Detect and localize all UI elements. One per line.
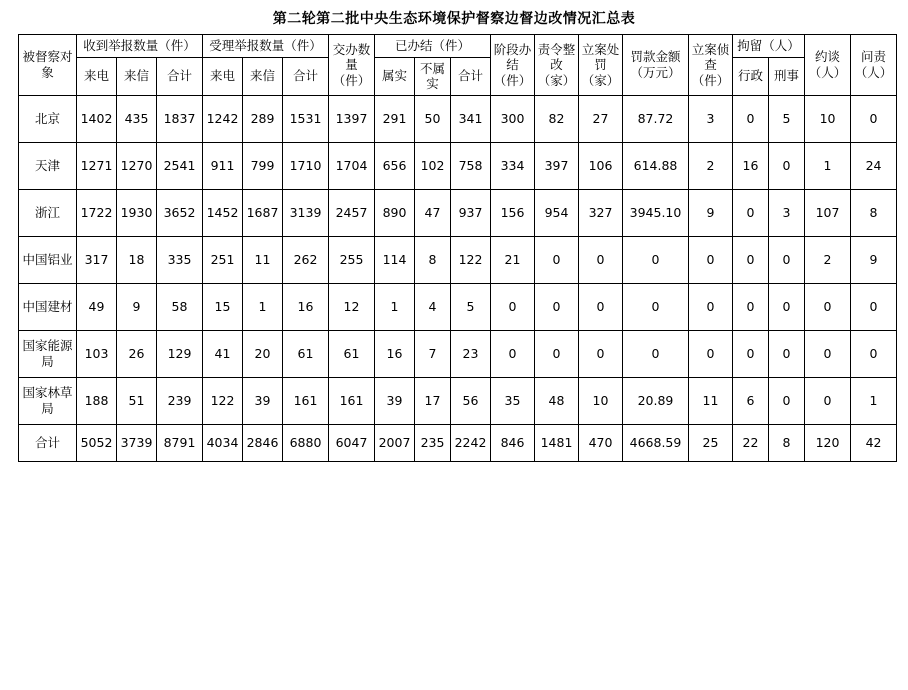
row-region: 国家能源局: [19, 330, 77, 377]
cell-detention-criminal: 0: [769, 330, 805, 377]
cell-accepted-total: 16: [283, 283, 329, 330]
cell-assigned: 6047: [329, 424, 375, 461]
cell-accountability: 9: [851, 236, 897, 283]
table-row: [19, 95, 897, 142]
cell-accepted-letter: 799: [243, 142, 283, 189]
cell-received-total: 8791: [157, 424, 203, 461]
header-group-stage-completed: 阶段办结（件）: [491, 35, 535, 96]
row-region: 中国建材: [19, 283, 77, 330]
summary-table: [18, 34, 897, 462]
cell-completed-false: 102: [415, 142, 451, 189]
cell-received-phone: 317: [77, 236, 117, 283]
cell-accepted-letter: 1687: [243, 189, 283, 236]
cell-completed-total: 937: [451, 189, 491, 236]
cell-stage-completed: 156: [491, 189, 535, 236]
row-region: 国家林草局: [19, 377, 77, 424]
cell-interview: 107: [805, 189, 851, 236]
cell-stage-completed: 0: [491, 330, 535, 377]
cell-accountability: 42: [851, 424, 897, 461]
cell-interview: 120: [805, 424, 851, 461]
row-region: 中国铝业: [19, 236, 77, 283]
cell-fine-amount: 20.89: [623, 377, 689, 424]
cell-detention-administrative: 0: [733, 330, 769, 377]
table-row-total: [19, 424, 897, 461]
header-group-case-penalty: 立案处罚（家）: [579, 35, 623, 96]
cell-fine-amount: 3945.10: [623, 189, 689, 236]
cell-fine-amount: 0: [623, 236, 689, 283]
cell-investigation: 3: [689, 95, 733, 142]
cell-stage-completed: 21: [491, 236, 535, 283]
cell-completed-total: 341: [451, 95, 491, 142]
cell-received-total: 3652: [157, 189, 203, 236]
cell-detention-administrative: 22: [733, 424, 769, 461]
cell-investigation: 0: [689, 283, 733, 330]
cell-accepted-total: 6880: [283, 424, 329, 461]
cell-detention-administrative: 0: [733, 283, 769, 330]
cell-case-penalty: 0: [579, 283, 623, 330]
cell-completed-true: 291: [375, 95, 415, 142]
cell-interview: 10: [805, 95, 851, 142]
cell-received-total: 2541: [157, 142, 203, 189]
cell-received-total: 129: [157, 330, 203, 377]
cell-interview: 0: [805, 330, 851, 377]
header-received-total: 合计: [157, 57, 203, 95]
cell-received-total: 335: [157, 236, 203, 283]
cell-accountability: 0: [851, 95, 897, 142]
header-received-phone: 来电: [77, 57, 117, 95]
cell-stage-completed: 35: [491, 377, 535, 424]
cell-completed-true: 1: [375, 283, 415, 330]
cell-stage-completed: 846: [491, 424, 535, 461]
cell-case-penalty: 327: [579, 189, 623, 236]
cell-received-phone: 49: [77, 283, 117, 330]
table-row: [19, 236, 897, 283]
cell-received-letter: 18: [117, 236, 157, 283]
cell-received-phone: 103: [77, 330, 117, 377]
cell-accepted-letter: 2846: [243, 424, 283, 461]
cell-stage-completed: 0: [491, 283, 535, 330]
cell-investigation: 2: [689, 142, 733, 189]
cell-ordered-rectify: 0: [535, 330, 579, 377]
cell-detention-administrative: 0: [733, 95, 769, 142]
page-title: 第二轮第二批中央生态环境保护督察边督边改情况汇总表: [272, 11, 636, 27]
cell-stage-completed: 300: [491, 95, 535, 142]
cell-accountability: 24: [851, 142, 897, 189]
cell-received-letter: 26: [117, 330, 157, 377]
cell-ordered-rectify: 954: [535, 189, 579, 236]
cell-received-total: 58: [157, 283, 203, 330]
cell-case-penalty: 0: [579, 236, 623, 283]
cell-completed-total: 122: [451, 236, 491, 283]
cell-accountability: 0: [851, 283, 897, 330]
cell-detention-criminal: 0: [769, 142, 805, 189]
cell-investigation: 0: [689, 330, 733, 377]
cell-fine-amount: 0: [623, 330, 689, 377]
cell-accepted-letter: 39: [243, 377, 283, 424]
table-row: [19, 283, 897, 330]
cell-accepted-total: 161: [283, 377, 329, 424]
cell-accepted-letter: 289: [243, 95, 283, 142]
cell-accepted-phone: 911: [203, 142, 243, 189]
cell-interview: 2: [805, 236, 851, 283]
table-container: [0, 34, 908, 462]
cell-completed-true: 2007: [375, 424, 415, 461]
cell-ordered-rectify: 0: [535, 283, 579, 330]
cell-detention-administrative: 16: [733, 142, 769, 189]
cell-accepted-phone: 122: [203, 377, 243, 424]
cell-case-penalty: 470: [579, 424, 623, 461]
cell-stage-completed: 334: [491, 142, 535, 189]
cell-detention-administrative: 0: [733, 236, 769, 283]
cell-received-letter: 9: [117, 283, 157, 330]
cell-ordered-rectify: 397: [535, 142, 579, 189]
cell-case-penalty: 27: [579, 95, 623, 142]
cell-accepted-letter: 20: [243, 330, 283, 377]
cell-case-penalty: 10: [579, 377, 623, 424]
cell-assigned: 1704: [329, 142, 375, 189]
cell-accountability: 8: [851, 189, 897, 236]
cell-received-total: 239: [157, 377, 203, 424]
cell-detention-criminal: 0: [769, 377, 805, 424]
cell-accepted-phone: 251: [203, 236, 243, 283]
cell-completed-total: 2242: [451, 424, 491, 461]
cell-accepted-phone: 15: [203, 283, 243, 330]
cell-ordered-rectify: 0: [535, 236, 579, 283]
header-group-detention: 拘留（人）: [733, 35, 805, 58]
cell-investigation: 25: [689, 424, 733, 461]
cell-accepted-phone: 1242: [203, 95, 243, 142]
cell-received-phone: 188: [77, 377, 117, 424]
cell-accepted-total: 61: [283, 330, 329, 377]
cell-completed-total: 23: [451, 330, 491, 377]
cell-completed-total: 758: [451, 142, 491, 189]
header-accepted-letter: 来信: [243, 57, 283, 95]
header-detention-criminal: 刑事: [769, 57, 805, 95]
cell-detention-criminal: 3: [769, 189, 805, 236]
cell-completed-false: 17: [415, 377, 451, 424]
cell-received-letter: 3739: [117, 424, 157, 461]
table-row: [19, 377, 897, 424]
header-region: 被督察对象: [19, 35, 77, 96]
table-body: [19, 95, 897, 461]
cell-accepted-letter: 11: [243, 236, 283, 283]
cell-received-letter: 1270: [117, 142, 157, 189]
cell-ordered-rectify: 1481: [535, 424, 579, 461]
header-group-fine-amount: 罚款金额（万元）: [623, 35, 689, 96]
cell-accepted-total: 1531: [283, 95, 329, 142]
header-row-1: [19, 35, 897, 58]
cell-accepted-phone: 41: [203, 330, 243, 377]
cell-interview: 0: [805, 377, 851, 424]
cell-completed-total: 56: [451, 377, 491, 424]
cell-completed-true: 114: [375, 236, 415, 283]
header-accepted-total: 合计: [283, 57, 329, 95]
row-region: 北京: [19, 95, 77, 142]
header-completed-false: 不属实: [415, 57, 451, 95]
header-completed-true: 属实: [375, 57, 415, 95]
header-received-letter: 来信: [117, 57, 157, 95]
cell-received-letter: 435: [117, 95, 157, 142]
cell-accepted-total: 1710: [283, 142, 329, 189]
cell-investigation: 9: [689, 189, 733, 236]
cell-received-phone: 1722: [77, 189, 117, 236]
cell-detention-criminal: 8: [769, 424, 805, 461]
cell-completed-false: 7: [415, 330, 451, 377]
cell-investigation: 0: [689, 236, 733, 283]
header-group-interview: 约谈（人）: [805, 35, 851, 96]
cell-interview: 1: [805, 142, 851, 189]
cell-assigned: 161: [329, 377, 375, 424]
cell-received-phone: 1402: [77, 95, 117, 142]
header-group-accepted: 受理举报数量（件）: [203, 35, 329, 58]
cell-case-penalty: 0: [579, 330, 623, 377]
header-completed-total: 合计: [451, 57, 491, 95]
cell-received-letter: 1930: [117, 189, 157, 236]
cell-accepted-total: 3139: [283, 189, 329, 236]
header-group-assigned: 交办数量（件）: [329, 35, 375, 96]
cell-accountability: 0: [851, 330, 897, 377]
header-group-completed: 已办结（件）: [375, 35, 491, 58]
cell-detention-criminal: 0: [769, 236, 805, 283]
header-group-received: 收到举报数量（件）: [77, 35, 203, 58]
cell-completed-false: 235: [415, 424, 451, 461]
table-row: [19, 330, 897, 377]
cell-accountability: 1: [851, 377, 897, 424]
cell-completed-true: 16: [375, 330, 415, 377]
cell-received-total: 1837: [157, 95, 203, 142]
cell-assigned: 61: [329, 330, 375, 377]
cell-investigation: 11: [689, 377, 733, 424]
row-region: 浙江: [19, 189, 77, 236]
table-row: [19, 189, 897, 236]
cell-detention-criminal: 0: [769, 283, 805, 330]
cell-completed-true: 39: [375, 377, 415, 424]
cell-fine-amount: 4668.59: [623, 424, 689, 461]
cell-completed-false: 4: [415, 283, 451, 330]
cell-completed-false: 50: [415, 95, 451, 142]
cell-ordered-rectify: 48: [535, 377, 579, 424]
cell-assigned: 12: [329, 283, 375, 330]
cell-assigned: 2457: [329, 189, 375, 236]
cell-detention-administrative: 6: [733, 377, 769, 424]
header-group-accountability: 问责（人）: [851, 35, 897, 96]
header-row-2: [19, 57, 897, 95]
cell-accepted-phone: 1452: [203, 189, 243, 236]
cell-detention-criminal: 5: [769, 95, 805, 142]
cell-fine-amount: 0: [623, 283, 689, 330]
cell-case-penalty: 106: [579, 142, 623, 189]
cell-interview: 0: [805, 283, 851, 330]
cell-accepted-letter: 1: [243, 283, 283, 330]
table-header: [19, 35, 897, 96]
cell-accepted-phone: 4034: [203, 424, 243, 461]
cell-detention-administrative: 0: [733, 189, 769, 236]
header-detention-administrative: 行政: [733, 57, 769, 95]
cell-ordered-rectify: 82: [535, 95, 579, 142]
cell-completed-false: 8: [415, 236, 451, 283]
row-region: 合计: [19, 424, 77, 461]
cell-received-phone: 1271: [77, 142, 117, 189]
row-region: 天津: [19, 142, 77, 189]
cell-received-letter: 51: [117, 377, 157, 424]
cell-completed-true: 656: [375, 142, 415, 189]
table-row: [19, 142, 897, 189]
header-accepted-phone: 来电: [203, 57, 243, 95]
cell-assigned: 255: [329, 236, 375, 283]
cell-completed-true: 890: [375, 189, 415, 236]
cell-received-phone: 5052: [77, 424, 117, 461]
cell-fine-amount: 614.88: [623, 142, 689, 189]
header-group-investigation: 立案侦查（件）: [689, 35, 733, 96]
cell-assigned: 1397: [329, 95, 375, 142]
cell-completed-total: 5: [451, 283, 491, 330]
cell-completed-false: 47: [415, 189, 451, 236]
header-group-ordered-rectify: 责令整改（家）: [535, 35, 579, 96]
cell-accepted-total: 262: [283, 236, 329, 283]
cell-fine-amount: 87.72: [623, 95, 689, 142]
